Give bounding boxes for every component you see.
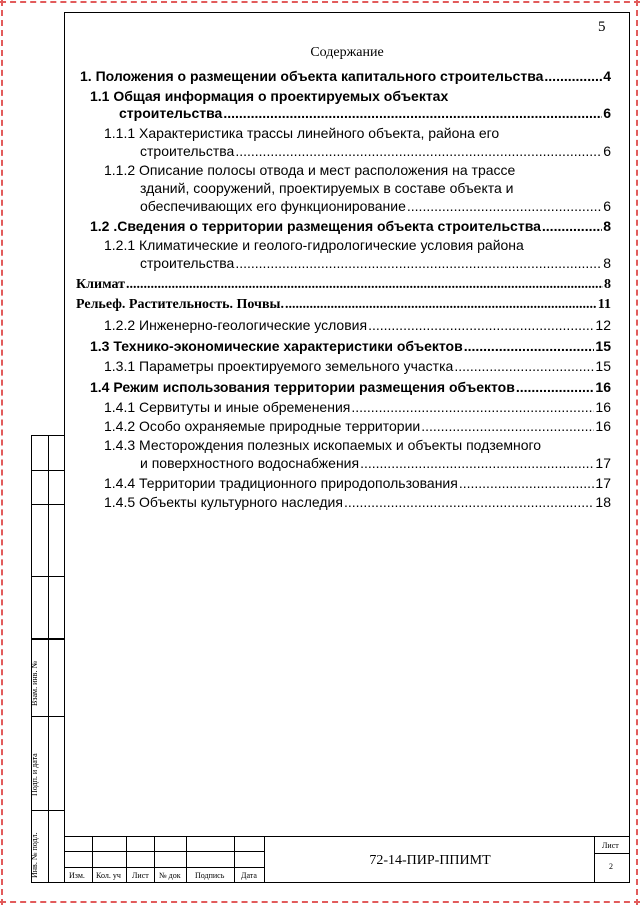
sheet-number: 5 bbox=[598, 19, 606, 35]
toc-entry-line1: 1.1 Общая информация о проектируемых объектах bbox=[90, 88, 449, 104]
toc-entry[interactable]: 1. Положения о размещении объекта капитального строительства ..... 4 bbox=[80, 68, 611, 84]
toc-entry[interactable]: строительства ..... 6 bbox=[140, 143, 611, 159]
sheet-value: 2 bbox=[609, 862, 613, 871]
col-podpis: Подпись bbox=[195, 871, 225, 880]
toc-entry[interactable]: 1.4.1 Сервитуты и иные обременения ..... 16 bbox=[104, 399, 611, 415]
page-border-bottom bbox=[0, 901, 640, 903]
side-stamp bbox=[31, 639, 64, 883]
toc-entry[interactable]: 1.2 .Сведения о территории размещения объекта строительства ..... 8 bbox=[90, 218, 611, 234]
toc-entry[interactable]: Климат ..... 8 bbox=[76, 277, 611, 293]
toc-entry[interactable]: и поверхностного водоснабжения ..... 17 bbox=[140, 455, 611, 471]
page-border-top bbox=[0, 1, 640, 3]
page-border-right bbox=[636, 0, 638, 905]
toc-entry[interactable]: строительства ..... 8 bbox=[140, 255, 611, 271]
toc-entry-line1: 1.4.3 Месторождения полезных ископаемых и объекты подземного bbox=[104, 437, 542, 453]
side-stamp-upper bbox=[31, 435, 64, 639]
toc-entry[interactable]: 1.3 Технико-экономические характеристики объектов ..... 15 bbox=[90, 338, 611, 354]
col-list: Лист bbox=[132, 871, 149, 880]
toc-entry-line1: 1.2.1 Климатические и геолого-гидрологические условия района bbox=[104, 237, 524, 253]
toc-entry[interactable]: 1.4 Режим использования территории размещения объектов ..... 16 bbox=[90, 379, 611, 395]
toc-entry-line2: зданий, сооружений, проектируемых в составе объекта и bbox=[140, 180, 514, 196]
sheet-label: Лист bbox=[602, 841, 619, 850]
toc-entry[interactable]: 1.4.4 Территории традиционного природопользования ..... 17 bbox=[104, 475, 611, 491]
col-n-dok: № док bbox=[159, 871, 181, 880]
toc-entry[interactable]: обеспечивающих его функционирование ..... 6 bbox=[140, 198, 611, 214]
toc-entry[interactable]: 1.2.2 Инженерно-геологические условия ..... 12 bbox=[104, 317, 611, 333]
col-data: Дата bbox=[241, 871, 257, 880]
inv-podl-label: Инв. № подл. bbox=[30, 832, 39, 878]
toc-entry[interactable]: строительства ..... 6 bbox=[119, 105, 611, 121]
vzam-inv-label: Взам. инв. № bbox=[30, 660, 39, 706]
toc-entry[interactable]: 1.4.5 Объекты культурного наследия ..... 18 bbox=[104, 494, 611, 510]
toc-entry[interactable]: 1.3.1 Параметры проектируемого земельного участка ..... 15 bbox=[104, 358, 611, 374]
document-code: 72-14-ПИР-ППИМТ bbox=[369, 853, 491, 868]
toc-entry-line1: 1.1.1 Характеристика трассы линейного объекта, района его bbox=[104, 125, 500, 141]
toc-entry-line1: 1.1.2 Описание полосы отвода и мест расположения на трассе bbox=[104, 162, 516, 178]
toc-entry[interactable]: Рельеф. Растительность. Почвы. ..... 11 bbox=[76, 297, 611, 313]
col-izm: Изм. bbox=[69, 871, 85, 880]
podp-data-label: Подп. и дата bbox=[30, 753, 39, 796]
col-kol-uch: Кол. уч bbox=[96, 871, 121, 880]
toc-title: Содержание bbox=[310, 45, 384, 60]
page-border-left bbox=[1, 0, 3, 905]
toc-entry[interactable]: 1.4.2 Особо охраняемые природные территории ..... 16 bbox=[104, 418, 611, 434]
